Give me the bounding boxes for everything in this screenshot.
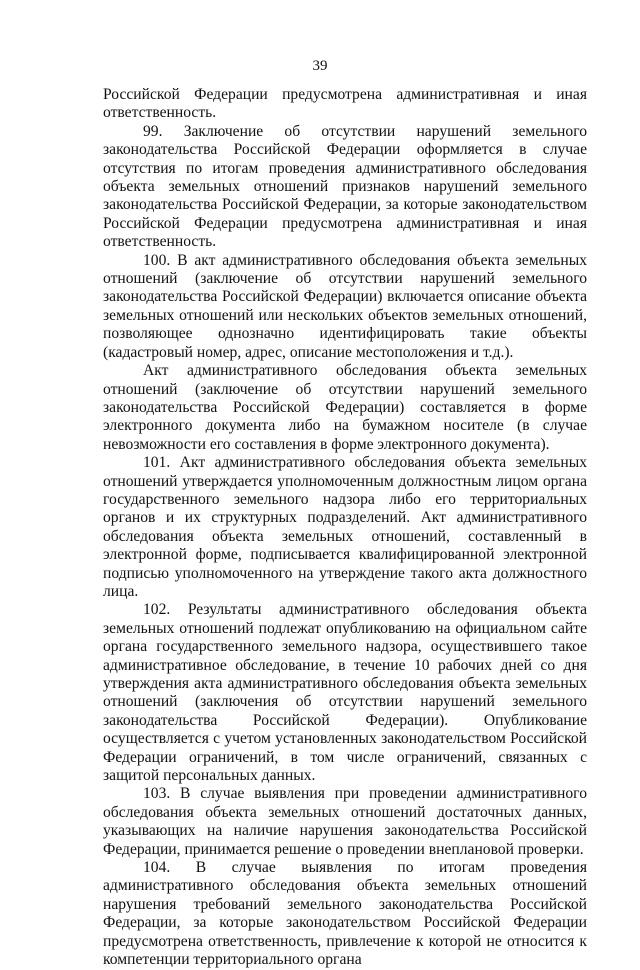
- paragraph-item-101: 101. Акт административного обследования объекта земельных отношений утверждается уполномоченным должностным лицом органа государственного земельного надзора либо его территориальных органов и их структурных подразделений. Акт административного обследования объекта земельных отношений, составленный в электронной форме, подписывается квалифицированной электронной подписью уполномоченного на утверждение такого акта должностного лица.: [103, 454, 587, 600]
- paragraph-item-100: 100. В акт административного обследования объекта земельных отношений (заключение об отсутствии нарушений земельного законодательства Российской Федерации) включается описание объекта земельных отношений или нескольких объектов земельных отношений, позволяющее однозначно идентифицировать такие объекты (кадастровый номер, адрес, описание местоположения и т.д.).: [103, 251, 587, 361]
- paragraph-item-104: 104. В случае выявления по итогам проведения административного обследования объекта земельных отношений нарушения требований земельного законодательства Российской Федерации, за которые законодательством Российской Федерации предусмотрена ответственность, привлечение к которой не относится к компетенции территориального органа: [103, 859, 587, 969]
- paragraph-act-form: Акт административного обследования объекта земельных отношений (заключение об отсутствии нарушений земельного законодательства Российской Федерации) составляется в форме электронного документа либо на бумажном носителе (в случае невозможности его составления в форме электронного документа).: [103, 362, 587, 453]
- paragraph-item-102: 102. Результаты административного обследования объекта земельных отношений подлежат опубликованию на официальном сайте органа государственного земельного надзора, осуществившего такое административное обследование, в течение 10 рабочих дней со дня утверждения акта административного обследования объекта земельных отношений (заключения об отсутствии нарушений земельного законодательства Российской Федерации). Опубликование осуществляется с учетом установленных законодательством Российской Федерации ограничений, в том числе ограничений, связанных с защитой персональных данных.: [103, 601, 587, 785]
- page-number: 39: [312, 58, 328, 74]
- paragraph-item-103: 103. В случае выявления при проведении административного обследования объекта земельных отношений достаточных данных, указывающих на наличие нарушения законодательства Российской Федерации, принимается решение о проведении внеплановой проверки.: [103, 785, 587, 858]
- paragraph-continuation: Российской Федерации предусмотрена административная и иная ответственность.: [103, 86, 587, 122]
- page-body: [103, 86, 587, 970]
- paragraph-item-99: 99. Заключение об отсутствии нарушений земельного законодательства Российской Федерации оформляется в случае отсутствия по итогам проведения административного обследования объекта земельных отношений признаков нарушений земельного законодательства Российской Федерации, за которые законодательством Российской Федерации предусмотрена административная и иная ответственность.: [103, 122, 587, 251]
